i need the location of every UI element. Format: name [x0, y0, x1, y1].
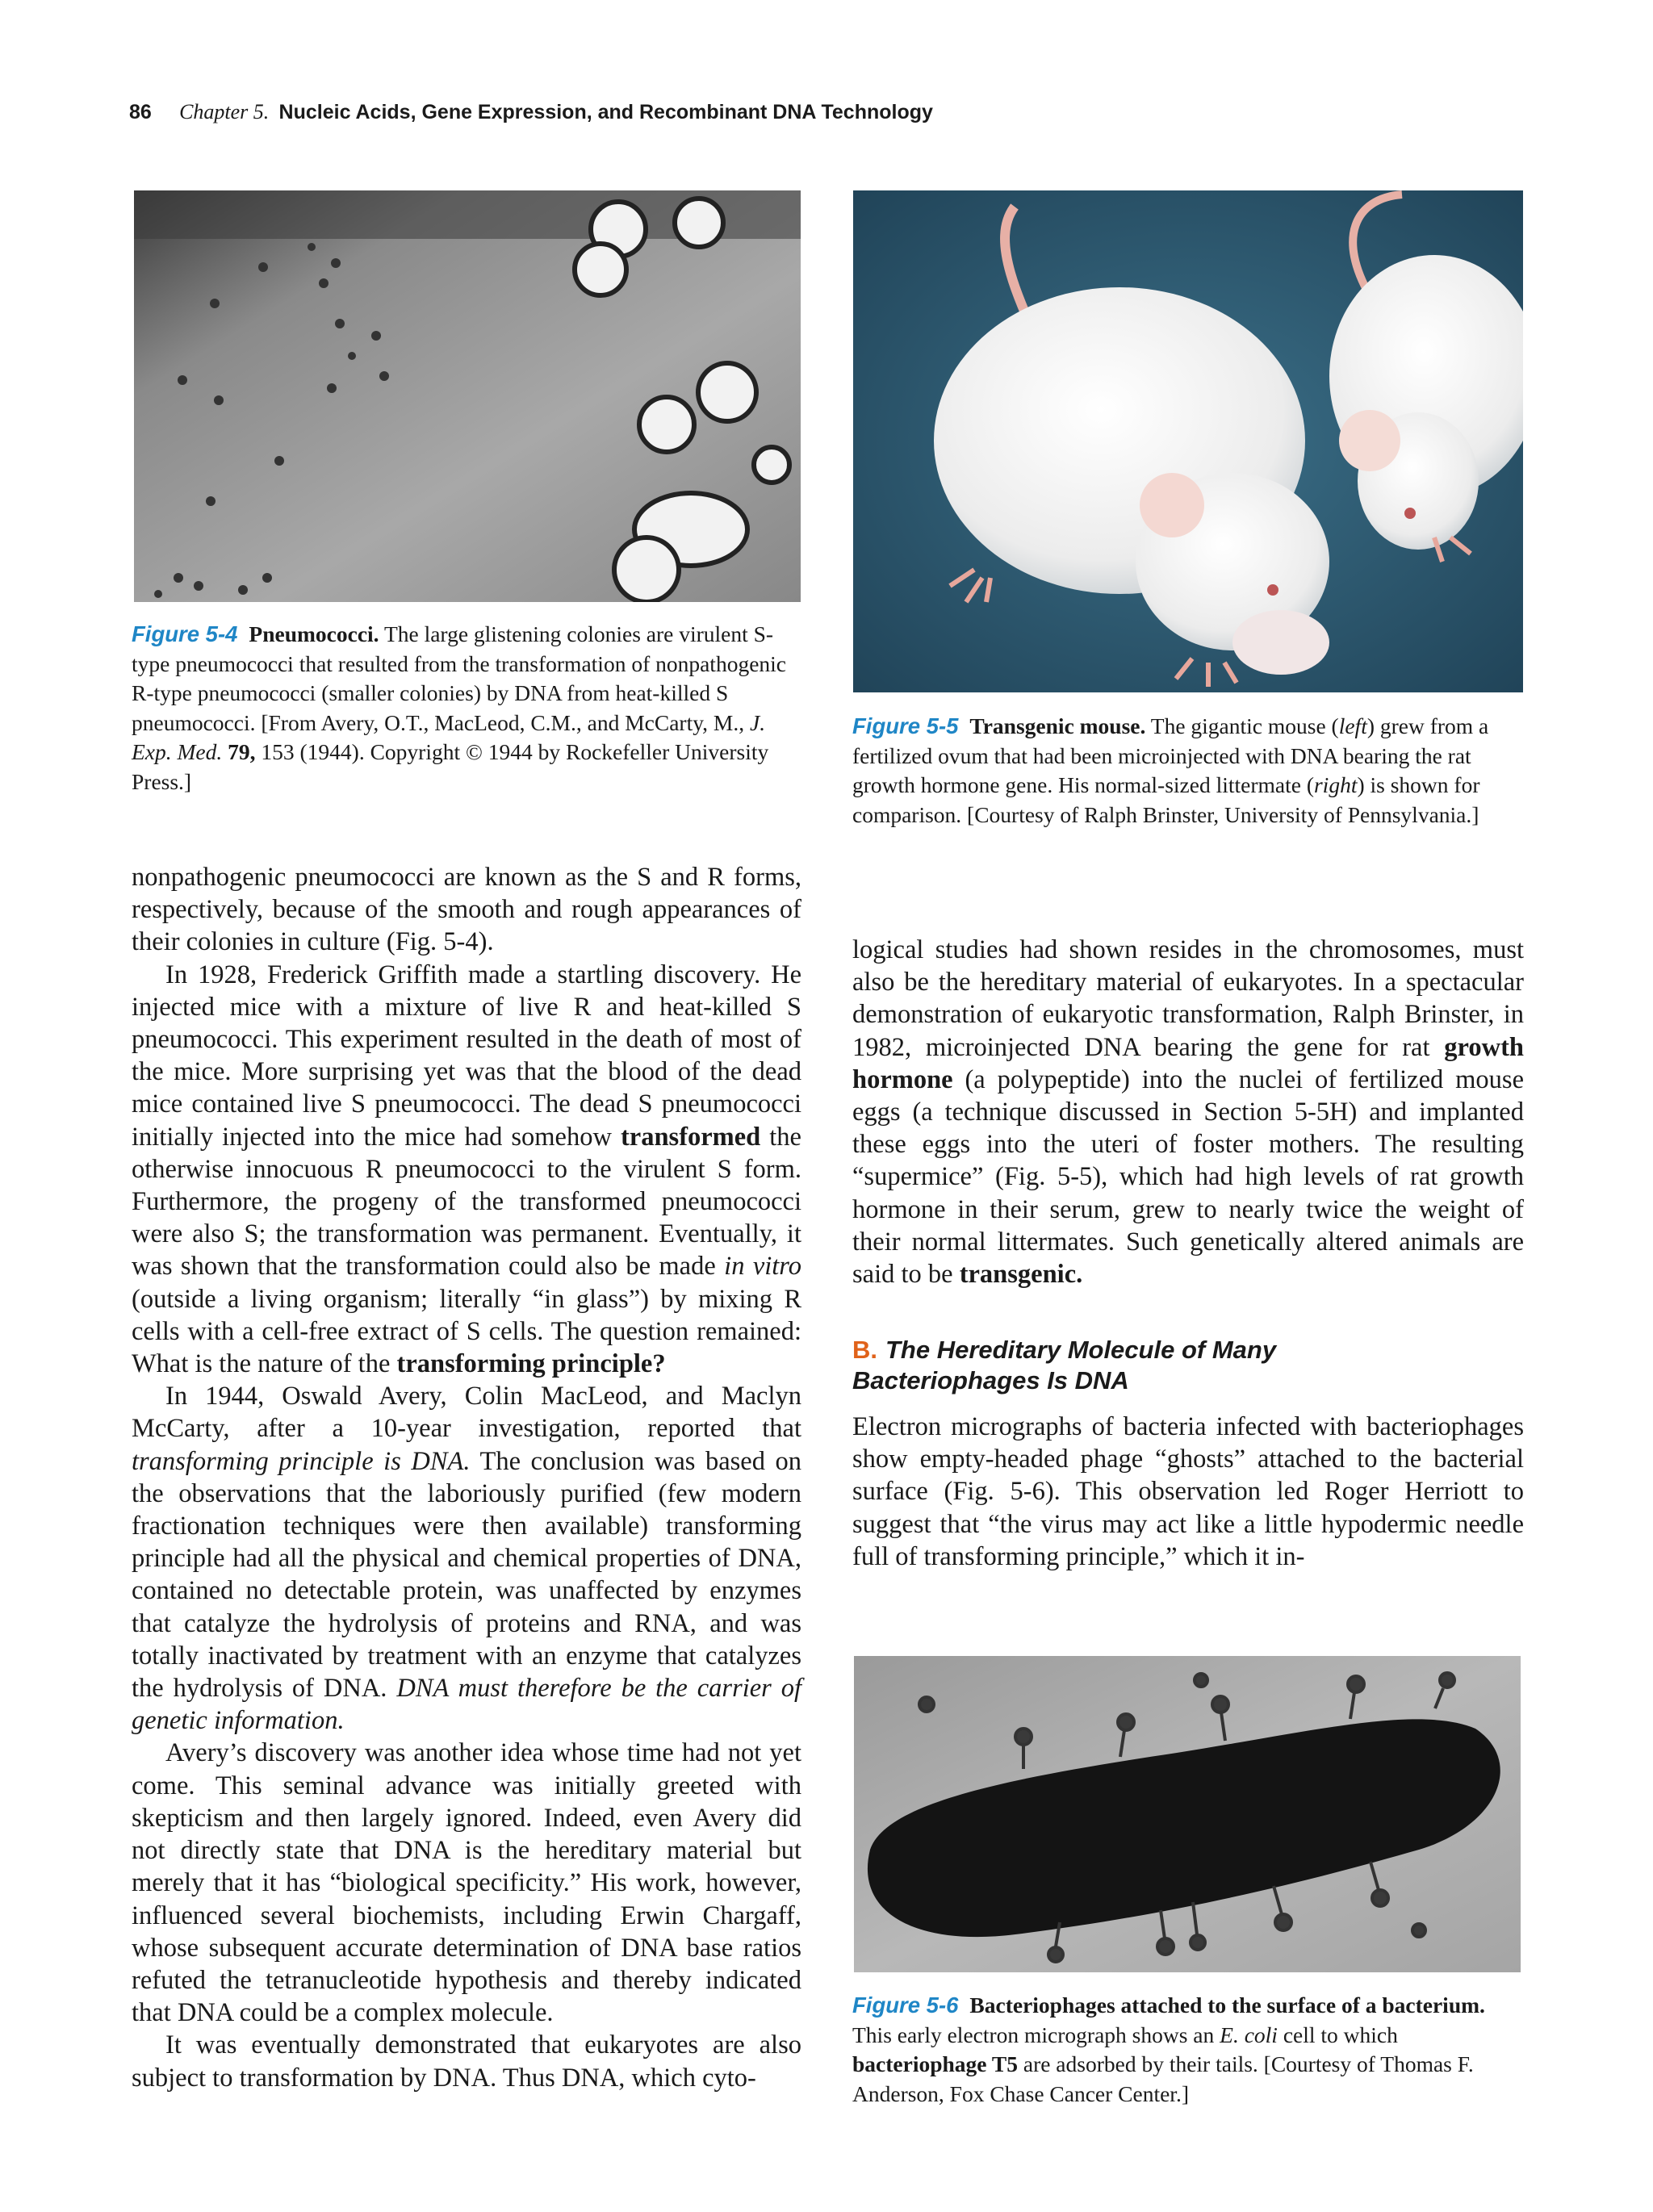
figure-5-5-image — [853, 190, 1523, 692]
right-column-text-2 — [852, 1411, 1524, 1573]
paragraph: In 1944, Oswald Avery, Colin MacLeod, and Maclyn McCarty, after a 10-year investigation, reported that transforming principle is DNA. The conclusion was based on the observations that the laboriously purified (few modern fractionation techniques were then available) transforming principle had all the physical and chemical properties of DNA, contained no detectable protein, was unaffected by enzymes that catalyze the hydrolysis of proteins and RNA, and was totally inactivated by treatment with an enzyme that catalyzes the hydrolysis of DNA. DNA must therefore be the carrier of genetic information. — [132, 1382, 801, 1736]
paragraph: It was eventually demonstrated that eukaryotes are also subject to transformation by DNA. Thus DNA, which cyto- — [132, 2030, 801, 2093]
figure-title: Bacteriophages attached to the surface of a bacterium. — [969, 1992, 1485, 2018]
figure-5-4-caption: Figure 5-4 Pneumococci. The large glistening colonies are virulent S-type pneumococci that resulted from the transformation of nonpathogenic R-type pneumococci (smaller colonies) by DNA from heat-killed S pneumococci. [From Avery, O.T., MacLeod, C.M., and McCarty, M., J. Exp. Med. 79, 153 (1944). Copyright © 1944 by Rockefeller University Press.] — [132, 621, 786, 794]
figure-label: Figure 5-5 — [852, 713, 959, 738]
section-heading: B. The Hereditary Molecule of Many Bacteriophages Is DNA — [852, 1336, 1277, 1395]
paragraph: logical studies had shown resides in the chromosomes, must also be the hereditary material of eukaryotes. In a spectacular demonstration of eukaryotic transformation, Ralph Brinster, in 1982, microinjected DNA bearing the gene for rat growth hormone (a polypeptide) into the nuclei of fertilized mouse eggs (a technique discussed in Section 5-5H) and implanted these eggs into the uteri of foster mothers. The resulting “supermice” (Fig. 5-5), which had high levels of rat growth hormone in their serum, grew to nearly twice the weight of their normal littermates. Such genetically altered animals are said to be transgenic. — [852, 935, 1524, 1290]
figure-5-5-caption: Figure 5-5 Transgenic mouse. The gigantic mouse (left) grew from a fertilized ovum that had been microinjected with DNA bearing the rat growth hormone gene. His normal-sized littermate (right) is shown for comparison. [Courtesy of Ralph Brinster, University of Pennsylvania.] — [852, 713, 1489, 827]
paragraph: Avery’s discovery was another idea whose time had not yet come. This seminal advance was initially greeted with skepticism and then largely ignored. Indeed, even Avery did not directly state that DNA is the hereditary material but merely that it has “biological specificity.” His work, however, influenced several biochemists, including Erwin Chargaff, whose subsequent accurate determination of DNA base ratios refuted the tetranucleotide hypothesis and thereby indicated that DNA could be a complex molecule. — [132, 1738, 801, 2028]
figure-5-6-caption: Figure 5-6 Bacteriophages attached to the surface of a bacterium. This early electron micrograph shows an E. coli cell to which bacteriophage T5 are adsorbed by their tails. [Courtesy of Thomas F. Anderson, Fox Chase Cancer Center.] — [852, 1992, 1485, 2106]
figure-5-4-image — [134, 190, 801, 602]
figure-label: Figure 5-4 — [132, 621, 238, 646]
figure-title: Transgenic mouse. — [969, 713, 1146, 738]
left-column-text — [132, 861, 801, 2094]
section-letter: B. — [852, 1336, 877, 1364]
paragraph: In 1928, Frederick Griffith made a startling discovery. He injected mice with a mixture of live R and heat-killed S pneumococci. This experiment resulted in the death of most of the mice. More surprising yet was that the blood of the dead mice contained live S pneumococci. The dead S pneumococci initially injected into the mice had somehow transformed the otherwise innocuous R pneumococci to the virulent S form. Furthermore, the progeny of the transformed pneumococci were also S; the transformation was permanent. Eventually, it was shown that the transformation could also be made in vitro (outside a living organism; literally “in glass”) by mixing R cells with a cell-free extract of S cells. The question remained: What is the nature of the transforming principle? — [132, 960, 802, 1379]
chapter-label: Chapter 5. — [179, 100, 270, 123]
right-column-text — [852, 934, 1524, 1290]
figure-title: Pneumococci. — [249, 621, 379, 646]
figure-label: Figure 5-6 — [852, 1992, 959, 2018]
page-number: 86 — [129, 101, 152, 123]
paragraph: nonpathogenic pneumococci are known as the S and R forms, respectively, because of the smooth and rough appearances of their colonies in culture (Fig. 5-4). — [132, 863, 801, 957]
figure-5-6-image — [854, 1656, 1521, 1972]
paragraph: Electron micrographs of bacteria infected with bacteriophages show empty-headed phage “ghosts” attached to the bacterial surface (Fig. 5-6). This observation led Roger Herriott to suggest that “the virus may act like a little hypodermic needle full of transforming principle,” which it in- — [852, 1412, 1524, 1571]
chapter-title: Nucleic Acids, Gene Expression, and Recombinant DNA Technology — [278, 101, 933, 123]
running-header — [129, 100, 933, 124]
